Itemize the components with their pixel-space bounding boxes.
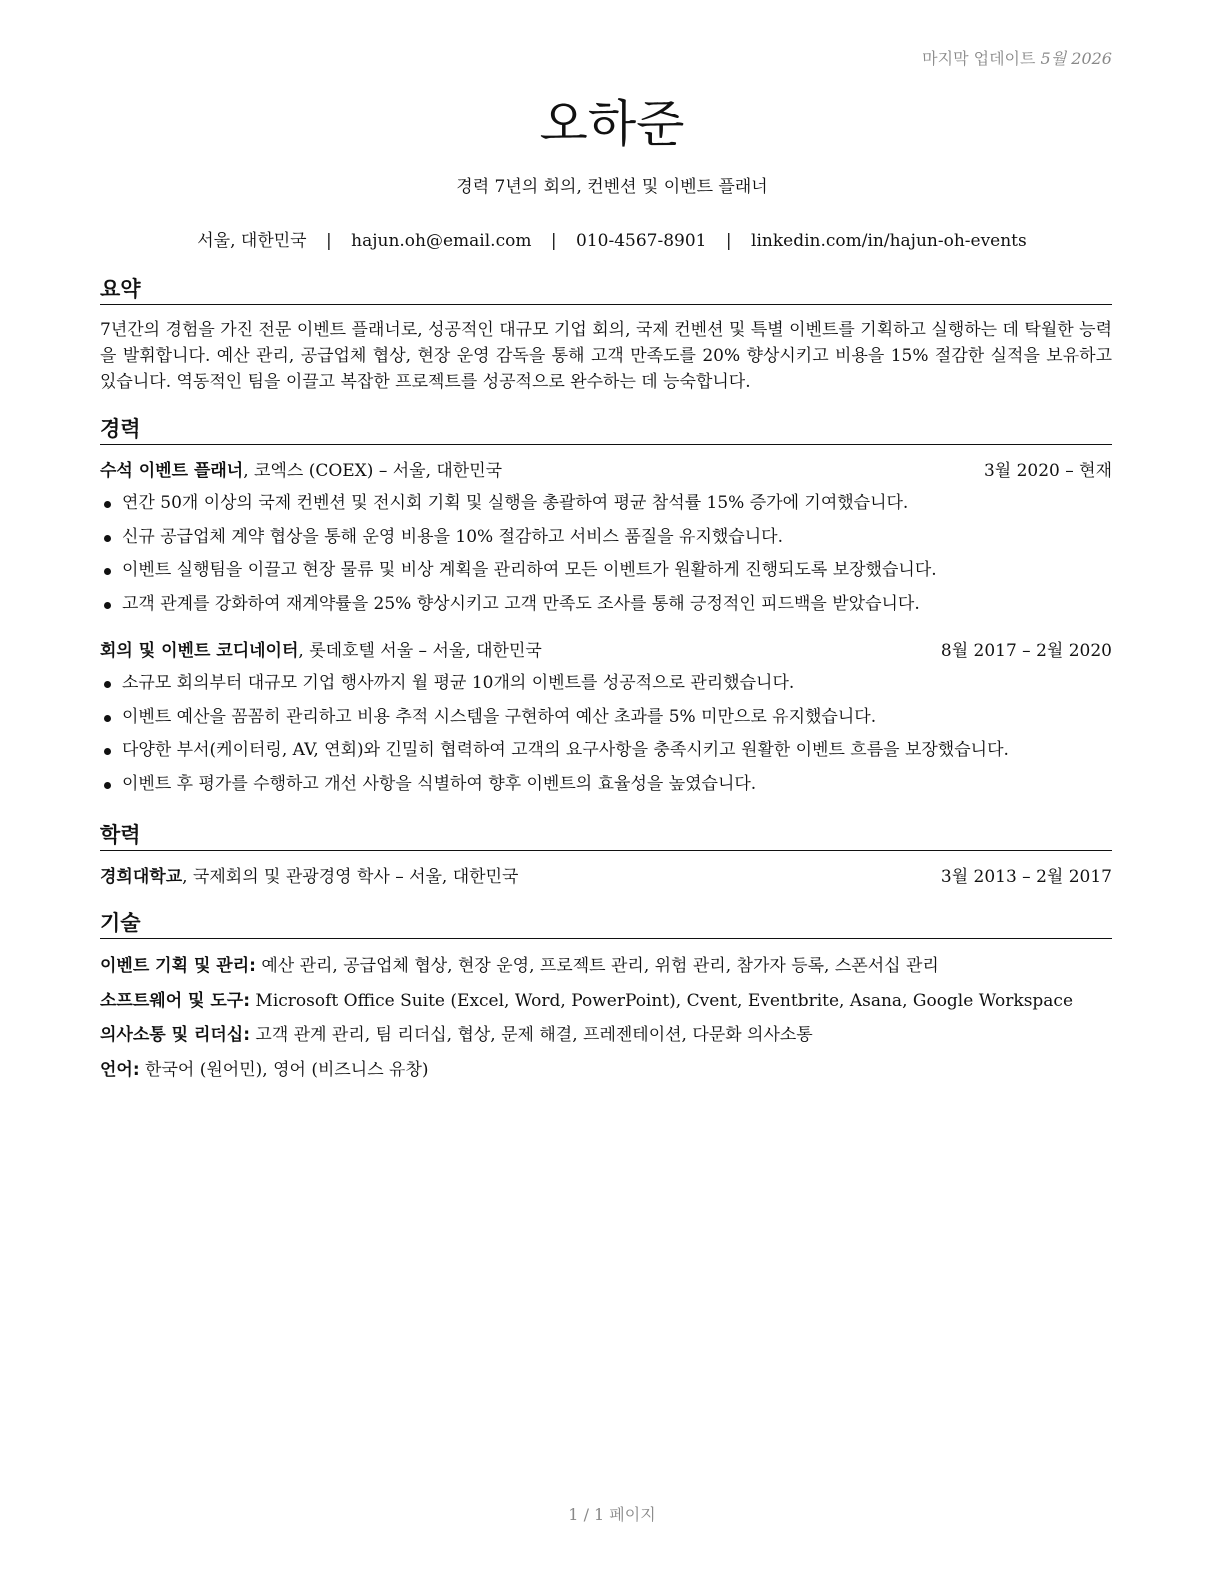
experience-section (100, 416, 1112, 801)
contact-separator: | (550, 231, 557, 251)
summary-title: 요약 (100, 276, 1112, 305)
education-school: 경희대학교 (100, 867, 183, 887)
tagline: 경력 7년의 회의, 컨벤션 및 이벤트 플래너 (456, 177, 768, 197)
last-updated-date: 5월 2026 (1040, 49, 1112, 68)
skill-row (100, 984, 1112, 1019)
education-dates: 3월 2013 – 2월 2017 (940, 867, 1112, 887)
job-bullets (100, 667, 1112, 801)
skill-value: 한국어 (원어민), 영어 (비즈니스 유창) (139, 1059, 429, 1080)
job-org (100, 459, 502, 483)
list-item: 소규모 회의부터 대규모 기업 행사까지 월 평균 10개의 이벤트를 성공적으로 관리했습니다. (100, 667, 1112, 701)
list-item: 다양한 부서(케이터링, AV, 연회)와 긴밀히 협력하여 고객의 요구사항을 충족시키고 원활한 이벤트 흐름을 보장했습니다. (100, 734, 1112, 768)
job-bullets (100, 487, 1112, 621)
skill-row (100, 1053, 1112, 1088)
job-org (100, 639, 542, 663)
skill-row (100, 949, 1112, 984)
skills-title: 기술 (100, 910, 1112, 939)
skill-label: 의사소통 및 리더십: (100, 1025, 251, 1045)
summary-section (100, 276, 1112, 395)
skill-value: 고객 관계 관리, 팀 리더십, 협상, 문제 해결, 프레젠테이션, 다문화 의사소통 (250, 1025, 813, 1045)
job-dates: 8월 2017 – 2월 2020 (940, 641, 1112, 661)
education-org (100, 865, 518, 889)
last-updated-label: 마지막 업데이트 (922, 49, 1036, 68)
job-header (100, 459, 1112, 483)
job-entry (100, 459, 1112, 621)
education-section (100, 822, 1112, 889)
list-item: 이벤트 예산을 꼼꼼히 관리하고 비용 추적 시스템을 구현하여 예산 초과를 5% 미만으로 유지했습니다. (100, 701, 1112, 735)
candidate-name: 오하준 (539, 95, 685, 153)
skill-label: 소프트웨어 및 도구: (100, 990, 251, 1011)
job-header (100, 639, 1112, 663)
last-updated (922, 46, 1112, 69)
skill-label: 이벤트 기획 및 관리: (100, 956, 256, 976)
contact-separator: | (326, 231, 332, 251)
contact-separator: | (725, 231, 732, 251)
job-entry (100, 639, 1112, 801)
job-company: , 롯데호텔 서울 – 서울, 대한민국 (298, 641, 542, 661)
education-title: 학력 (100, 822, 1112, 851)
contact-linkedin[interactable]: linkedin.com/in/hajun-oh-events (751, 231, 1027, 251)
summary-text: 7년간의 경험을 가진 전문 이벤트 플래너로, 성공적인 대규모 기업 회의, 국제 컨벤션 및 특별 이벤트를 기획하고 실행하는 데 탁월한 능력을 발휘합니다. 예산 관리, 공급업체 협상, 현장 운영 감독을 통해 고객 만족도를 20% 향상시키고 비용을 15% 절감한 실적을 보유하고 있습니다. 역동적인 팀을 이끌고 복잡한 프로젝트를 성공적으로 완수하는 데 능숙합니다. (100, 320, 1112, 392)
job-role: 수석 이벤트 플래너 (100, 461, 244, 481)
skills-section (100, 910, 1112, 1087)
skill-label: 언어: (100, 1059, 140, 1080)
skills-list (100, 949, 1112, 1087)
skill-value: 예산 관리, 공급업체 협상, 현장 운영, 프로젝트 관리, 위험 관리, 참가자 등록, 스폰서십 관리 (255, 956, 939, 976)
skill-value: Microsoft Office Suite (Excel, Word, PowerPoint), Cvent, Eventbrite, Asana, Google Workspace (250, 990, 1074, 1011)
contact-email[interactable]: hajun.oh@email.com (351, 231, 532, 251)
education-detail: , 국제회의 및 관광경영 학사 – 서울, 대한민국 (182, 867, 519, 887)
experience-title: 경력 (100, 416, 1112, 445)
list-item: 고객 관계를 강화하여 재계약률을 25% 향상시키고 고객 만족도 조사를 통해 긍정적인 피드백을 받았습니다. (100, 588, 1112, 622)
contact-location: 서울, 대한민국 (197, 231, 307, 251)
job-company: , 코엑스 (COEX) – 서울, 대한민국 (243, 461, 503, 481)
list-item: 연간 50개 이상의 국제 컨벤션 및 전시회 기획 및 실행을 총괄하여 평균 참석률 15% 증가에 기여했습니다. (100, 487, 1112, 521)
list-item: 신규 공급업체 계약 협상을 통해 운영 비용을 10% 절감하고 서비스 품질을 유지했습니다. (100, 521, 1112, 555)
page-indicator: 1 / 1 페이지 (568, 1505, 656, 1524)
contact-line (0, 226, 1224, 251)
skill-row (100, 1018, 1112, 1053)
contact-phone: 010-4567-8901 (576, 231, 707, 251)
job-dates: 3월 2020 – 현재 (983, 461, 1112, 481)
education-entry (100, 865, 1112, 889)
list-item: 이벤트 실행팀을 이끌고 현장 물류 및 비상 계획을 관리하여 모든 이벤트가 원활하게 진행되도록 보장했습니다. (100, 554, 1112, 588)
list-item: 이벤트 후 평가를 수행하고 개선 사항을 식별하여 향후 이벤트의 효율성을 높였습니다. (100, 768, 1112, 802)
job-role: 회의 및 이벤트 코디네이터 (100, 641, 299, 661)
